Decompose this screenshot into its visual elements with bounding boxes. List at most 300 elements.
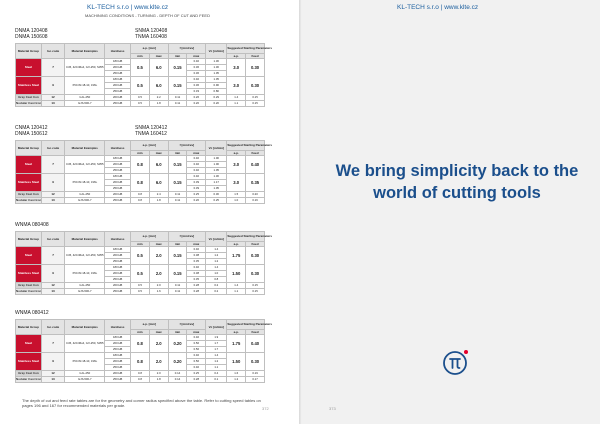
ap-min-cell: 0.5 [131,77,150,95]
ap-max-cell: 2.0 [149,371,168,377]
table-row [16,174,265,180]
ap-max-cell: 6.0 [149,77,168,95]
f-max-cell: 0.26 [187,95,206,101]
grade-list-left [15,125,135,137]
start-feed-cell: 0.19 [246,371,265,377]
col-header-start-feed: Feed [246,242,265,247]
ap-max-cell: 2.2 [149,95,168,101]
left-header-subtitle: MACHINING CONDITIONS - TURNING - DEPTH OF CUT AND FEED [85,13,210,18]
ap-min-cell: 0.5 [131,95,150,101]
material-examples-cell: GJS-500-7 [65,377,105,383]
ap-min-cell: 0.5 [131,265,150,283]
hardness-cell: 200 HB [105,192,131,198]
insert-grade-label: SNMA 120408 [135,28,168,34]
hardness-cell: 200 HB [105,95,131,101]
ap-max-cell: 1.8 [149,198,168,204]
f-max-cell: 0.56 [187,347,206,353]
group-number-cell: 7 [41,59,64,77]
f-min-cell: 0.15 [168,59,187,77]
insert-grade-label: CNMA 120412 [15,125,48,131]
material-examples-cell: C45, 42CrMo4, GX-250, S355 [65,247,105,265]
material-examples-cell: C45, 42CrMo4, GX-250, S355 [65,59,105,77]
material-group-cell: Gray Cast Iron [16,371,42,377]
col-header-ap-max: max [149,242,168,247]
ap-min-cell: 0.8 [131,371,150,377]
hardness-cell: 180 HB [105,265,131,271]
material-examples-cell: GJL-250 [65,371,105,377]
f-min-cell: 0.15 [168,77,187,95]
start-ap-cell: 3.0 [227,174,246,192]
col-header-suggested: Suggested Starting Parameters [227,232,265,242]
hardness-cell: 180 HB [105,353,131,359]
vc-cell: 0.80 [206,89,227,95]
col-header-f: f [mm/rev] [168,141,206,151]
col-header-material-examples: Material Examples [65,141,105,156]
ap-min-cell: 0.8 [131,156,150,174]
f-min-cell: 0.15 [168,156,187,174]
start-ap-cell: 3.0 [227,59,246,77]
vc-cell: 0.90 [206,83,227,89]
insert-grade-label: TNMA 160412 [135,131,167,138]
insert-grade-label: SNMA 120412 [135,125,168,131]
hardness-cell: 200 HB [105,359,131,365]
start-feed-cell: 0.30 [246,59,265,77]
material-group-cell: Stainless Steel [16,77,42,95]
f-min-cell: 0.15 [168,247,187,265]
vc-cell: 0.25 [206,198,227,204]
col-header-ap-min: min [131,330,150,335]
table-row [16,247,265,253]
hardness-cell: 250 HB [105,101,131,107]
col-header-hardness: Hardness [105,232,131,247]
ap-min-cell: 0.8 [131,335,150,353]
f-max-cell: 0.36 [187,83,206,89]
col-header-start-feed: Feed [246,330,265,335]
f-min-cell: 0.11 [168,283,187,289]
right-header-title: KL-TECH s.r.o | www.klte.cz [397,4,479,11]
page-number-left: 372 [262,406,269,411]
start-feed-cell: 0.30 [246,353,265,371]
f-min-cell: 0.11 [168,101,187,107]
hardness-cell: 250 HB [105,377,131,383]
f-max-cell: 0.28 [187,289,206,295]
vc-cell: 1.1 [206,365,227,371]
grade-list-left [15,222,135,228]
hardness-cell: 200 HB [105,83,131,89]
material-group-cell: Stainless Steel [16,174,42,192]
start-ap-cell: 1.75 [227,335,246,353]
group-number-cell: 7 [41,335,64,353]
vc-cell: 0.30 [206,192,227,198]
ap-max-cell: 1.8 [149,377,168,383]
ap-min-cell: 0.8 [131,377,150,383]
col-header-start-ap: a.p. [227,242,246,247]
col-header-ap: a.p. [mm] [131,141,169,151]
ap-max-cell: 2.0 [149,265,168,283]
f-max-cell: 0.39 [187,180,206,186]
f-min-cell: 0.20 [168,353,187,371]
hardness-cell: 250 HB [105,365,131,371]
material-group-cell: Gray Cast Iron [16,95,42,101]
col-header-vc: Vc [m/min] [206,141,227,156]
insert-grade-label: DNMA 120408 [15,28,48,34]
hardness-cell: 180 HB [105,335,131,341]
start-feed-cell: 0.15 [246,95,265,101]
table-row [16,77,265,83]
group-number-cell: 9 [41,265,64,283]
vc-cell: 1.30 [206,65,227,71]
start-ap-cell: 1.4 [227,283,246,289]
vc-cell: 1.05 [206,168,227,174]
table-row [16,59,265,65]
col-header-start-feed: Feed [246,151,265,156]
left-header-title: KL-TECH s.r.o | www.klte.cz [87,4,169,11]
f-max-cell: 0.25 [187,192,206,198]
f-max-cell: 0.40 [187,162,206,168]
insert-grade-label: WNMA 080412 [15,310,49,316]
material-examples-cell: X5CrNi 18-10, 316L [65,265,105,283]
material-examples-cell: X5CrNi 18-10, 316L [65,174,105,192]
hardness-cell: 200 HB [105,162,131,168]
f-min-cell: 0.14 [168,377,187,383]
start-ap-cell: 1.50 [227,265,246,283]
table-row [16,101,265,107]
col-header-hardness: Hardness [105,320,131,335]
start-feed-cell: 0.35 [246,174,265,192]
ap-max-cell: 2.4 [149,192,168,198]
f-max-cell: 0.36 [187,65,206,71]
group-number-cell: 13 [41,377,64,383]
f-min-cell: 0.11 [168,192,187,198]
ap-min-cell: 0.5 [131,59,150,77]
f-max-cell: 0.28 [187,377,206,383]
ap-min-cell: 0.8 [131,192,150,198]
start-ap-cell: 1.0 [227,198,246,204]
f-min-cell: 0.11 [168,198,187,204]
material-examples-cell: GJS-500-7 [65,101,105,107]
col-header-ap-min: min [131,151,150,156]
col-header-material-examples: Material Examples [65,320,105,335]
col-header-iso-code: Iso code [41,232,64,247]
grade-list-left [15,310,135,316]
vc-cell: 0.20 [206,101,227,107]
f-max-cell: 0.40 [187,77,206,83]
col-header-iso-code: Iso code [41,141,64,156]
f-max-cell: 0.40 [187,156,206,162]
hardness-cell: 250 HB [105,259,131,265]
f-min-cell: 0.15 [168,265,187,283]
material-examples-cell: GJL-250 [65,95,105,101]
col-header-hardness: Hardness [105,44,131,59]
start-ap-cell: 1.6 [227,371,246,377]
col-header-f-min: min [168,54,187,59]
vc-cell: 1.30 [206,174,227,180]
col-header-f-min: min [168,242,187,247]
col-header-ap: a.p. [mm] [131,320,169,330]
ap-min-cell: 0.8 [131,198,150,204]
col-header-start-ap: a.p. [227,54,246,59]
hardness-cell: 180 HB [105,156,131,162]
start-ap-cell: 1.4 [227,95,246,101]
ap-max-cell: 2.0 [149,335,168,353]
group-number-cell: 12 [41,192,64,198]
table-row [16,156,265,162]
col-header-start-ap: a.p. [227,151,246,156]
start-feed-cell: 0.17 [246,377,265,383]
group-number-cell: 13 [41,289,64,295]
ap-min-cell: 0.5 [131,101,150,107]
start-feed-cell: 0.30 [246,77,265,95]
table-row [16,265,265,271]
col-header-material-group: Material Group [16,232,42,247]
start-feed-cell: 0.16 [246,198,265,204]
table-row [16,353,265,359]
col-header-f-min: min [168,330,187,335]
f-max-cell: 0.35 [187,277,206,283]
start-feed-cell: 0.30 [246,265,265,283]
col-header-material-group: Material Group [16,141,42,156]
material-examples-cell: GJL-250 [65,283,105,289]
group-number-cell: 9 [41,353,64,371]
grade-list-right [135,28,255,40]
material-examples-cell: X5CrNi 18-10, 316L [65,77,105,95]
ap-min-cell: 0.5 [131,283,150,289]
ap-max-cell: 6.0 [149,59,168,77]
start-ap-cell: 1.5 [227,192,246,198]
material-group-cell: Nodular Cast Iron [16,101,42,106]
hardness-cell: 200 HB [105,283,131,289]
f-max-cell: 0.56 [187,359,206,365]
hardness-cell: 180 HB [105,247,131,253]
f-max-cell: 0.38 [187,271,206,277]
f-max-cell: 0.39 [187,186,206,192]
vc-cell: 1.7 [206,347,227,353]
vc-cell: 1.00 [206,156,227,162]
ap-max-cell: 2.0 [149,247,168,265]
start-feed-cell: 0.15 [246,101,265,107]
hardness-cell: 200 HB [105,371,131,377]
f-max-cell: 0.33 [187,89,206,95]
col-header-ap-min: min [131,242,150,247]
f-max-cell: 0.20 [187,198,206,204]
col-header-ap: a.p. [mm] [131,232,169,242]
f-min-cell: 0.11 [168,95,187,101]
cutting-data-table [15,319,273,383]
material-group-cell: Stainless Steel [16,265,42,283]
start-feed-cell: 0.40 [246,156,265,174]
ap-max-cell: 2.0 [149,283,168,289]
col-header-iso-code: Iso code [41,44,64,59]
hardness-cell: 180 HB [105,59,131,65]
material-group-cell: Steel [16,335,42,353]
group-number-cell: 7 [41,247,64,265]
ap-max-cell: 1.6 [149,289,168,295]
cutting-data-table [15,231,273,295]
group-number-cell: 13 [41,198,64,204]
col-header-f-max: max [187,54,206,59]
insert-grade-label: DNMA 150608 [15,34,48,41]
f-max-cell: 0.56 [187,341,206,347]
f-max-cell: 0.25 [187,371,206,377]
vc-cell: 1.7 [206,341,227,347]
hardness-cell: 250 HB [105,277,131,283]
col-header-material-examples: Material Examples [65,44,105,59]
col-header-suggested: Suggested Starting Parameters [227,141,265,151]
start-feed-cell: 0.20 [246,192,265,198]
start-ap-cell: 3.0 [227,156,246,174]
material-examples-cell: C45, 42CrMo4, GX-250, S355 [65,335,105,353]
col-header-iso-code: Iso code [41,320,64,335]
start-feed-cell: 0.30 [246,247,265,265]
table-row [16,198,265,204]
col-header-suggested: Suggested Starting Parameters [227,44,265,54]
group-number-cell: 12 [41,283,64,289]
vc-cell: 0.1 [206,377,227,383]
vc-cell: 0.2 [206,283,227,289]
vc-cell: 1.2 [206,259,227,265]
material-examples-cell: X5CrNi 18-10, 316L [65,353,105,371]
f-max-cell: 0.20 [187,101,206,107]
hardness-cell: 250 HB [105,89,131,95]
vc-cell: 0.29 [206,95,227,101]
slogan: We bring simplicity back to the world of cutting tools [335,162,579,202]
ap-min-cell: 0.5 [131,289,150,295]
hardness-cell: 180 HB [105,77,131,83]
col-header-f: f [mm/rev] [168,44,206,54]
insert-grade-label: TNMA 160408 [135,34,167,41]
start-feed-cell: 0.15 [246,283,265,289]
vc-cell: 1.17 [206,180,227,186]
hardness-cell: 250 HB [105,289,131,295]
group-number-cell: 7 [41,156,64,174]
col-header-material-group: Material Group [16,320,42,335]
cutting-data-table [15,140,273,204]
f-max-cell: 0.38 [187,253,206,259]
grade-list-right [135,125,255,137]
insert-grade-label: WNMA 080408 [15,222,49,228]
f-max-cell: 0.35 [187,259,206,265]
hardness-cell: 250 HB [105,168,131,174]
start-ap-cell: 1.1 [227,101,246,107]
f-max-cell: 0.40 [187,174,206,180]
col-header-ap-max: max [149,54,168,59]
vc-cell: 1.2 [206,253,227,259]
f-max-cell: 0.28 [187,283,206,289]
group-number-cell: 12 [41,95,64,101]
table-row [16,289,265,295]
vc-cell: 1.05 [206,186,227,192]
hardness-cell: 250 HB [105,186,131,192]
vc-cell: 0.4 [206,371,227,377]
hardness-cell: 200 HB [105,65,131,71]
start-feed-cell: 0.15 [246,289,265,295]
col-header-f-max: max [187,151,206,156]
col-header-start-ap: a.p. [227,330,246,335]
pi-logo-icon [442,348,470,376]
f-max-cell: 0.40 [187,335,206,341]
table-row [16,377,265,383]
ap-min-cell: 0.8 [131,174,150,192]
vc-cell: 1.4 [206,265,227,271]
insert-grade-label: DNMA 150612 [15,131,48,138]
col-header-f-max: max [187,242,206,247]
f-min-cell: 0.14 [168,371,187,377]
hardness-cell: 250 HB [105,198,131,204]
group-number-cell: 9 [41,77,64,95]
grade-list-left [15,28,135,40]
vc-cell: 1.30 [206,59,227,65]
hardness-cell: 200 HB [105,253,131,259]
start-ap-cell: 1.50 [227,353,246,371]
table-row [16,335,265,341]
material-group-cell: Steel [16,247,42,265]
f-max-cell: 0.40 [187,247,206,253]
material-group-cell: Stainless Steel [16,353,42,371]
material-examples-cell: GJL-250 [65,192,105,198]
vc-cell: 1.4 [206,353,227,359]
vc-cell: 1.9 [206,335,227,341]
material-group-cell: Nodular Cast Iron [16,289,42,294]
col-header-f-min: min [168,151,187,156]
vc-cell: 1.05 [206,71,227,77]
vc-cell: 1.2 [206,359,227,365]
col-header-ap-min: min [131,54,150,59]
material-group-cell: Gray Cast Iron [16,192,42,198]
page-number-right: 373 [329,406,336,411]
ap-max-cell: 1.8 [149,101,168,107]
ap-max-cell: 6.0 [149,156,168,174]
f-min-cell: 0.11 [168,289,187,295]
ap-min-cell: 0.5 [131,247,150,265]
material-examples-cell: GJS-500-7 [65,289,105,295]
group-number-cell: 12 [41,371,64,377]
hardness-cell: 250 HB [105,71,131,77]
f-max-cell: 0.40 [187,365,206,371]
material-examples-cell: GJS-500-7 [65,198,105,204]
vc-cell: 1.4 [206,247,227,253]
col-header-ap: a.p. [mm] [131,44,169,54]
ap-max-cell: 2.0 [149,353,168,371]
ap-max-cell: 6.0 [149,174,168,192]
material-examples-cell: C45, 42CrMo4, GX-250, S355 [65,156,105,174]
col-header-ap-max: max [149,151,168,156]
vc-cell: 1.0 [206,271,227,277]
col-header-hardness: Hardness [105,141,131,156]
hardness-cell: 200 HB [105,341,131,347]
material-group-cell: Steel [16,59,42,77]
cutting-data-table [15,43,273,107]
right-page [302,0,600,424]
col-header-vc: Vc [m/min] [206,320,227,335]
col-header-f-max: max [187,330,206,335]
start-feed-cell: 0.40 [246,335,265,353]
vc-cell: 0.2 [206,289,227,295]
f-max-cell: 0.40 [187,59,206,65]
col-header-f: f [mm/rev] [168,320,206,330]
footnote: The depth of cut and feed rate tables are for the geometry and corner radius specified above the table. Refer to cutting speed tables on pages 196 and 167 for recommended materials per grade. [22,398,261,408]
vc-cell: 1.05 [206,77,227,83]
start-ap-cell: 1.1 [227,289,246,295]
group-number-cell: 13 [41,101,64,107]
group-number-cell: 9 [41,174,64,192]
f-max-cell: 0.40 [187,265,206,271]
f-max-cell: 0.40 [187,353,206,359]
col-header-suggested: Suggested Starting Parameters [227,320,265,330]
vc-cell: 1.00 [206,162,227,168]
start-ap-cell: 1.2 [227,377,246,383]
hardness-cell: 200 HB [105,180,131,186]
hardness-cell: 250 HB [105,347,131,353]
